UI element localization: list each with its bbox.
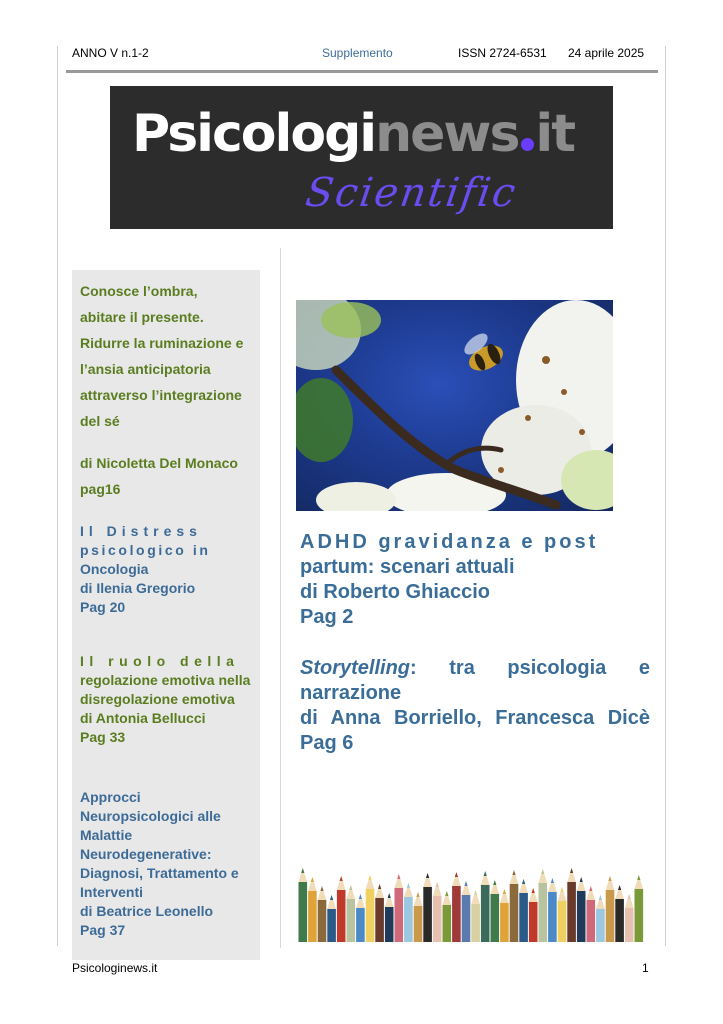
pencil-lead [368,875,371,880]
pencil-body [615,899,624,942]
pencil-lead [426,873,429,878]
pencil-body [385,907,394,942]
pencil-lead [512,870,515,875]
pencil-lead [330,895,333,900]
pencil-lead [436,882,439,887]
pencil-body [635,889,644,942]
main-article-2-title [300,656,650,706]
logo-part-news: news [375,104,519,164]
pencil-lead [484,871,487,876]
main-article-2-page: Pag 6 [300,732,354,754]
pencil-lead [599,895,602,900]
pencil-body [510,884,519,942]
pencil-body [375,898,384,942]
main-article-1-page: Pag 2 [300,606,354,628]
sidebar-article-1-page: pag16 [80,481,121,497]
pencil-lead [618,885,621,890]
pencil-body [481,885,490,942]
pencil-body [625,908,634,942]
pencil-body [337,890,346,942]
pencil-lead [416,892,419,897]
sidebar-article-2-page: Pag 20 [80,599,126,615]
pencil-body [423,887,432,942]
sidebar-article-2-title: psicologico in [80,542,211,558]
pencil-body [308,891,317,942]
pencil-body [587,900,596,942]
pencil-lead [608,876,611,881]
pencil-body [318,900,327,942]
pencil-body [356,908,365,942]
pencil-lead [340,876,343,881]
pencil-body [577,891,586,942]
main-article-1-title: partum: scenari attuali [300,556,515,578]
footer-site: Psicologinews.it [72,961,158,975]
sidebar-article-3-page: Pag 33 [80,729,126,745]
sidebar-article-1-line: Conosce l’ombra, [80,283,198,299]
sidebar-article-1-author: di Nicoletta Del Monaco [80,455,238,471]
pencil-body [529,902,538,942]
left-margin-line [57,46,58,946]
pencil-lead [407,883,410,888]
header-divider [66,70,658,73]
pencil-lead [589,886,592,891]
pencil-lead [445,891,448,896]
pencil-body [596,909,605,942]
pencil-body [395,888,404,942]
page-header [66,46,658,62]
pencil-lead [397,874,400,879]
sidebar-article-3-author: di Antonia Bellucci [80,710,206,726]
sidebar-article-4-title: Approcci Neuropsicologici alle Malattie Neurodegenerative: Diagnosi, Trattamento e Interventi [80,789,239,900]
pencil-body [471,904,480,942]
sidebar-article-1-line: abitare il presente. [80,309,204,325]
column-divider [280,248,281,948]
pencil-lead [378,884,381,889]
pencil-body [606,890,615,942]
pencil-body [327,909,336,942]
bee-blossom-photo [296,300,613,511]
pencil-body [500,903,509,942]
sidebar-article-1-line: del sé [80,413,120,429]
main-article-2-author: di Anna Borriello, Francesca Dicè [300,707,650,729]
pencil-body [491,894,500,942]
sidebar-article-3-title: regolazione emotiva nella disregolazione emotiva [80,672,251,707]
pencil-lead [532,888,535,893]
main-articles [300,530,650,756]
pencil-body [548,892,557,942]
pencil-lead [493,880,496,885]
sidebar-article-3-title: Il ruolo della [80,653,240,669]
main-article-1-title: ADHD gravidanza e post [300,531,599,553]
sidebar-article-1[interactable] [80,278,254,434]
main-article-1[interactable] [300,530,650,630]
pencil-body [452,886,461,942]
pencil-body [414,906,423,942]
sidebar-article-4-page: Pag 37 [80,922,126,938]
pencil-lead [560,887,563,892]
pencil-lead [474,890,477,895]
right-margin-line [665,46,666,946]
pencil-lead [320,886,323,891]
pencil-lead [503,889,506,894]
sidebar-article-1-line: Ridurre la ruminazione e [80,335,244,351]
pencil-body [347,899,356,942]
pencil-body [558,901,567,942]
article-gap [300,630,650,656]
sidebar-article-1-line: l’ansia anticipatoria [80,361,211,377]
pencil-body [519,893,528,942]
sidebar-article-4[interactable] [80,788,254,940]
sidebar-article-2-author: di Ilenia Gregorio [80,580,196,596]
logo-wordmark [132,104,575,164]
logo-part-it: it [535,104,575,164]
pencil-lead [349,885,352,890]
pencil-lead [637,875,640,880]
pencil-lead [311,877,314,882]
logo-subtitle: Scientific [302,170,521,216]
pencil-body [539,883,548,942]
pencil-lead [301,868,304,873]
pencil-lead [359,894,362,899]
sidebar-article-2[interactable] [80,522,254,617]
masthead-logo [110,86,613,229]
pencil-body [299,882,308,942]
pencil-lead [455,872,458,877]
pencil-lead [580,877,583,882]
pencil-body [404,897,413,942]
issn-label: ISSN 2724-6531 [458,46,547,60]
pencil-body [433,896,442,942]
colored-pencils-illustration [298,850,650,942]
logo-part-psicologi: Psicologi [132,104,376,164]
pencil-body [443,905,452,942]
pencil-lead [522,879,525,884]
issue-date: 24 aprile 2025 [568,46,645,60]
main-article-2-title-rest: : tra psicologia e narrazione [300,657,650,704]
pencil-lead [570,868,573,873]
volume-label: ANNO V n.1-2 [72,46,149,60]
pencil-body [462,895,471,942]
section-label: Supplemento [322,46,393,60]
pencil-body [366,889,375,942]
pencil-body [567,882,576,942]
main-article-2-title-italic: Storytelling [300,657,411,679]
pencil-lead [628,894,631,899]
main-article-1-author: di Roberto Ghiaccio [300,581,491,603]
sidebar-article-3[interactable] [80,652,254,747]
footer-page-number: 1 [642,961,649,975]
bee-blossom-illustration [296,300,613,511]
sidebar-article-2-title: Il Distress [80,523,202,539]
sidebar-article-4-author: di Beatrice Leonello [80,903,214,919]
sidebar-article-2-title: Oncologia [80,561,149,577]
main-article-2[interactable] [300,656,650,756]
sidebar-index [72,270,260,960]
sidebar-article-1-byline [80,450,254,502]
pencil-lead [551,878,554,883]
logo-dot [521,138,534,151]
pencil-lead [464,881,467,886]
pencil-lead [541,869,544,874]
pencil-lead [388,893,391,898]
sidebar-article-1-line: attraverso l’integrazione [80,387,242,403]
